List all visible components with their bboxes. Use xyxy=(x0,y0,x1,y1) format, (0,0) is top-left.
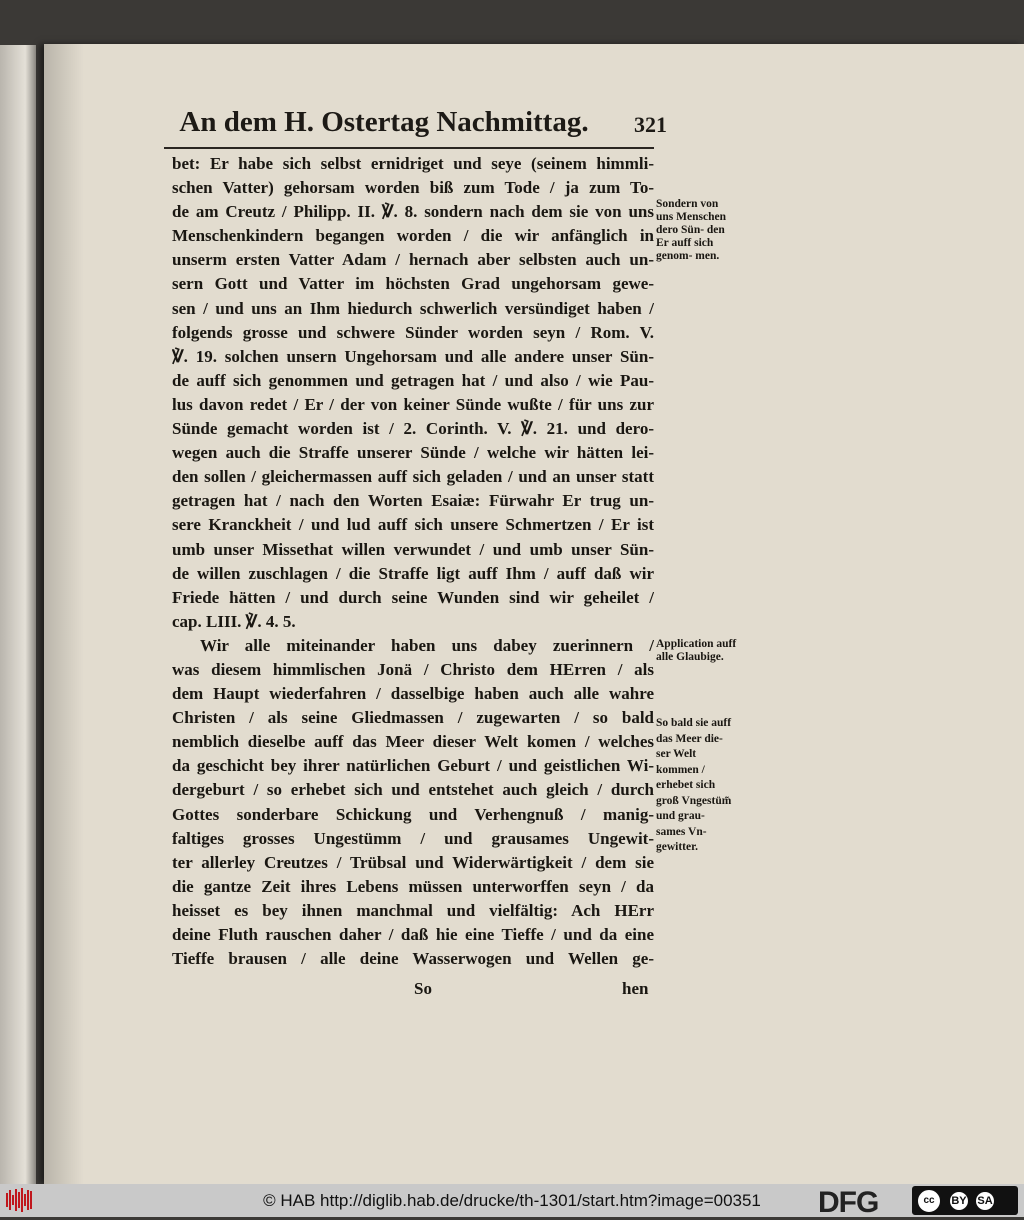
text-line: de willen zuschlagen / die Straffe ligt auff Ihm / auff daß wir xyxy=(172,563,654,583)
text-line: sere Kranckheit / und lud auff sich unsere Schmertzen / Er ist xyxy=(172,515,654,535)
text-line: folgends grosse und schwere Sünder worden seyn / Rom. V. xyxy=(172,322,654,342)
text-line: schen Vatter) gehorsam worden biß zum Tode / ja zum To- xyxy=(172,178,654,198)
margin-note: Sondern von uns Menschen dero Sün- den Er auff sich genom- men. xyxy=(656,198,726,262)
margin-note: Application auff alle Glaubige. xyxy=(656,638,737,663)
text-line: Tieffe brausen / alle deine Wasserwogen und Wellen ge- xyxy=(172,949,654,969)
text-line: Menschenkindern begangen worden / die wir anfänglich in xyxy=(172,226,654,246)
text-line: sen / und uns an Ihm hiedurch schwerlich versündiget haben / xyxy=(172,298,654,318)
dfg-logo: DFG xyxy=(818,1186,879,1219)
text-line: ℣. 19. solchen unsern Ungehorsam und alle andere unser Sün- xyxy=(172,346,654,366)
text-line: heisset es bey ihnen manchmal und vielfältig: Ach HErr xyxy=(172,900,654,920)
page-number: 321 xyxy=(634,112,667,137)
facing-page-edge xyxy=(0,45,36,1185)
text-line: ter allerley Creutzes / Trübsal und Widerwärtigkeit / dem sie xyxy=(172,852,654,872)
text-line: Gottes sonderbare Schickung und Verhengnuß / manig- xyxy=(172,804,654,824)
catchword: hen xyxy=(622,979,649,998)
text-line: Sünde gemacht worden ist / 2. Corinth. V. ℣. 21. und dero- xyxy=(172,419,654,439)
text-line: nemblich dieselbe auff das Meer dieser Welt komen / welches xyxy=(172,732,654,752)
cc-license-badge[interactable] xyxy=(912,1186,1018,1215)
text-line: Christen / als seine Gliedmassen / zugewarten / so bald xyxy=(172,708,654,728)
body-text xyxy=(172,152,654,971)
text-line: lus davon redet / Er / der von keiner Sünde wußte / für uns zur xyxy=(172,394,654,414)
text-line: cap. LIII. ℣. 4. 5. xyxy=(172,611,296,631)
text-line: wegen auch die Straffe unserer Sünde / welche wir hätten lei- xyxy=(172,443,654,463)
text-line: unserm ersten Vatter Adam / hernach aber selbsten auch un- xyxy=(172,250,654,270)
text-line: da geschicht bey ihrer natürlichen Geburt / und geistlichen Wi- xyxy=(172,756,654,776)
text-line: Friede hätten / und durch seine Wunden sind wir geheilet / xyxy=(172,587,654,607)
text-line: sern Gott und Vatter im höchsten Grad ungehorsam gewe- xyxy=(172,274,654,294)
running-head: An dem H. Ostertag Nachmittag. xyxy=(179,106,589,138)
sa-icon: SA xyxy=(976,1192,994,1210)
cc-icon: cc xyxy=(916,1188,942,1214)
footer-bar xyxy=(0,1184,1024,1217)
text-line: deine Fluth rauschen daher / daß hie eine Tieffe / und da eine xyxy=(172,925,654,944)
text-line: de am Creutz / Philipp. II. ℣. 8. sondern nach dem sie von uns xyxy=(172,202,654,222)
text-line: Wir alle miteinander haben uns dabey zuerinnern / xyxy=(200,635,654,655)
text-line: faltiges grosses Ungestümm / und grausames Ungewit- xyxy=(172,828,654,848)
text-line: was diesem himmlischen Jonä / Christo dem HErren / als xyxy=(172,659,654,679)
text-line: die gantze Zeit ihres Lebens müssen unterworffen seyn / da xyxy=(172,876,654,896)
text-line: umb unser Missethat willen verwundet / und umb unser Sün- xyxy=(172,539,654,559)
text-line: getragen hat / nach den Worten Esaiæ: Fürwahr Er trug un- xyxy=(172,491,654,511)
margin-note: So bald sie auff das Meer die- ser Welt kommen / erhebet sich groß Vngestüm̃ und grau- sames Vn- gewitter. xyxy=(656,717,732,853)
book-page xyxy=(44,44,1024,1184)
header-rule xyxy=(164,147,654,149)
text-line: bet: Er habe sich selbst ernidriget und seye (seinem himmli- xyxy=(172,154,654,173)
text-line: dem Haupt wiederfahren / dasselbige haben auch alle wahre xyxy=(172,684,654,704)
copyright-link[interactable]: © HAB http://diglib.hab.de/drucke/th-1301/start.htm?image=00351 xyxy=(263,1191,761,1210)
signature-mark: So xyxy=(414,979,432,998)
text-line: de auff sich genommen und getragen hat / und also / wie Pau- xyxy=(172,370,654,390)
by-icon: BY xyxy=(950,1192,968,1210)
text-line: dergeburt / so erhebet sich und entstehet auch gleich / durch xyxy=(172,780,654,800)
text-line: den sollen / gleichermassen auff sich geladen / und an unser statt xyxy=(172,467,654,487)
